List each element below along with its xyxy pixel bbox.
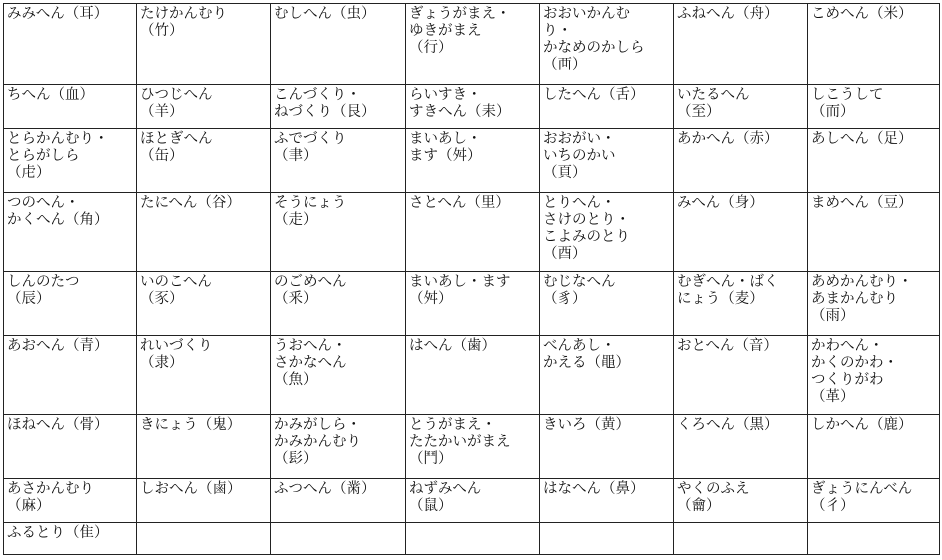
table-cell: まめへん（豆） (808, 193, 940, 272)
table-cell: たにへん（谷） (137, 193, 271, 272)
table-cell: むぎへん・ばく にょう（麦） (674, 272, 808, 336)
table-cell: いのこへん （豕） (137, 272, 271, 336)
table-row (4, 193, 940, 272)
table-cell: ひつじへん （羊） (137, 85, 271, 129)
table-cell (137, 523, 271, 555)
table-row (4, 523, 940, 555)
table-cell: さとへん（里） (406, 193, 540, 272)
table-cell: ぎょうがまえ・ ゆきがまえ （行） (406, 4, 540, 85)
table-cell: しんのたつ （辰） (4, 272, 137, 336)
table-cell: したへん（舌） (540, 85, 674, 129)
table-cell: くろへん（黒） (674, 415, 808, 479)
table-row (4, 272, 940, 336)
table-cell: ほねへん（骨） (4, 415, 137, 479)
table-cell: あかへん（赤） (674, 129, 808, 193)
table-cell: かみがしら・ かみかんむり （髟） (271, 415, 406, 479)
table-cell: そうにょう （走） (271, 193, 406, 272)
table-cell: こんづくり・ ねづくり（艮） (271, 85, 406, 129)
radical-table (3, 3, 940, 555)
table-cell (406, 523, 540, 555)
table-row (4, 129, 940, 193)
table-cell: ほとぎへん （缶） (137, 129, 271, 193)
table-cell: まいあし・ます （舛） (406, 272, 540, 336)
table-cell: たけかんむり （竹） (137, 4, 271, 85)
table-cell: しこうして （而） (808, 85, 940, 129)
table-cell: むしへん（虫） (271, 4, 406, 85)
table-cell: むじなへん （豸） (540, 272, 674, 336)
table-cell: みみへん（耳） (4, 4, 137, 85)
table-cell (540, 523, 674, 555)
table-cell: はなへん（鼻） (540, 479, 674, 523)
table-row (4, 336, 940, 415)
table-cell: あめかんむり・ あまかんむり （雨） (808, 272, 940, 336)
table-body (4, 4, 940, 555)
table-cell (808, 523, 940, 555)
table-cell: のごめへん （釆） (271, 272, 406, 336)
table-cell: らいすき・ すきへん（耒） (406, 85, 540, 129)
table-cell: しおへん（鹵） (137, 479, 271, 523)
table-cell: とうがまえ・ たたかいがまえ （鬥） (406, 415, 540, 479)
table-cell: ねずみへん （鼠） (406, 479, 540, 523)
table-cell: とらかんむり・ とらがしら （虍） (4, 129, 137, 193)
table-cell: こめへん（米） (808, 4, 940, 85)
table-cell: きいろ（黄） (540, 415, 674, 479)
table-cell: ふるとり（隹） (4, 523, 137, 555)
table-cell: あおへん（青） (4, 336, 137, 415)
table-cell (674, 523, 808, 555)
table-cell: ふつへん（黹） (271, 479, 406, 523)
table-cell: とりへん・ さけのとり・ こよみのとり （酉） (540, 193, 674, 272)
table-cell (271, 523, 406, 555)
table-cell: やくのふえ （龠） (674, 479, 808, 523)
table-cell: れいづくり （隶） (137, 336, 271, 415)
table-cell: ふねへん（舟） (674, 4, 808, 85)
table-cell: まいあし・ ます（舛） (406, 129, 540, 193)
table-cell: ぎょうにんべん （彳） (808, 479, 940, 523)
table-cell: きにょう（鬼） (137, 415, 271, 479)
table-cell: おおがい・ いちのかい （頁） (540, 129, 674, 193)
table-row (4, 415, 940, 479)
table-cell: かわへん・ かくのかわ・ つくりがわ （革） (808, 336, 940, 415)
table-cell: しかへん（鹿） (808, 415, 940, 479)
table-cell: いたるへん （至） (674, 85, 808, 129)
table-cell: べんあし・ かえる（黽） (540, 336, 674, 415)
table-cell: あさかんむり （麻） (4, 479, 137, 523)
table-cell: みへん（身） (674, 193, 808, 272)
table-cell: つのへん・ かくへん（角） (4, 193, 137, 272)
table-cell: ちへん（血） (4, 85, 137, 129)
table-cell: ふでづくり （聿） (271, 129, 406, 193)
table-cell: おとへん（音） (674, 336, 808, 415)
table-row (4, 479, 940, 523)
table-cell: おおいかんむ り・ かなめのかしら （襾） (540, 4, 674, 85)
table-row (4, 4, 940, 85)
table-row (4, 85, 940, 129)
table-cell: うおへん・ さかなへん （魚） (271, 336, 406, 415)
table-cell: あしへん（足） (808, 129, 940, 193)
table-cell: はへん（歯） (406, 336, 540, 415)
